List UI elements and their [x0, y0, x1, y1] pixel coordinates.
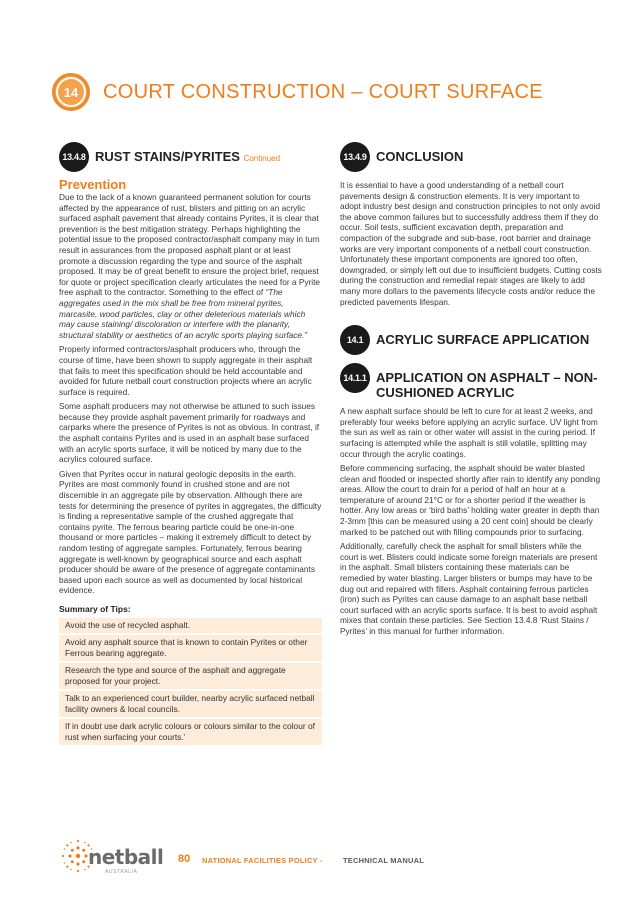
- section-title: CONCLUSION: [376, 149, 464, 164]
- asphalt-paragraph-2: Before commencing surfacing, the asphalt should be water blasted clean and flooded or inspected shortly after rain to identify any ponding areas. Allow the court to drain for a period of half an hour at a temperature of around 21°C or for a shorter period if the weather is hotter. Any low areas or ‘bird baths’ holding water greater in depth than 2-3mm [this can be measured using a 20 cent coin] should be clearly marked to be patched out with filling compounds prior to surfacing.: [340, 463, 601, 537]
- section-number-badge: 13.4.8: [59, 142, 89, 172]
- section-heading-conclusion: [340, 142, 602, 172]
- asphalt-paragraph-1: A new asphalt surface should be left to cure for at least 2 weeks, and preferably four weeks before applying an acrylic surface. UV light from the sun as well as rain or other water will assist in the curing period. If surfacing is attempted while the asphalt is still volatile, splitting may occur through the acrylic coatings.: [340, 406, 598, 459]
- section-number-badge: 14.1.1: [340, 363, 370, 393]
- conclusion-paragraph: It is essential to have a good understanding of a netball court pavements design & construction elements. It is very important to adopt industry best design and construction principles to not only avoid the above common failures but to successfully address them if they do occur. Soil tests, sufficient excavation depth, preparation and compaction of the subgrade and sub-base, root barrier and drainage works are very important components of a netball court construction. Unfortunately these important components are ignored too often, downgraded, or simply left out due to insufficient budgets. Cutting costs during the construction and remedial repair stages are likely to add many more dollars to the pavements lifecycle costs and/or reduce the predicted pavements lifespan.: [340, 180, 602, 307]
- section-heading-rust-stains: [59, 142, 322, 172]
- page-number: 80: [178, 853, 191, 865]
- footer-policy-label: NATIONAL FACILITIES POLICY -: [202, 856, 323, 865]
- tip-item: Avoid any asphalt source that is known to contain Pyrites or other Ferrous bearing aggregate.: [59, 635, 322, 661]
- tip-item: If in doubt use dark acrylic colours or colours similar to the colour of rust when surfacing your courts.’: [59, 719, 322, 745]
- continued-label: Continued: [243, 154, 281, 163]
- prevention-paragraph-4: Given that Pyrites occur in natural geologic deposits in the earth. Pyrites are most commonly found in crushed stone and are not discernible in an aggregate pile by observation. Although there are tests for determining the presence of pyrites in aggregates, the difficulty is finding a representative sample of the crushed aggregate that contains pyrite. The ferrous bearing particle could be one-in-one thousand or more particles – making it extremely difficult to detect by random testing of aggregate samples. Fortunately, ferrous bearing aggregate is well-known by geographical source and each asphalt producer should be aware of the presence of aggregate contaminants based upon each source as well as documented by local historical evidence.: [59, 468, 322, 596]
- section-heading-asphalt: [340, 363, 602, 400]
- para1-quote: “The aggregates used in the mix shall be free from mineral pyrites, marcasite, wood particles, clay or other deleterious materials which may cause staining/ discoloration or interfere with the planarity, structural stability or aesthetics of an acrylic sports playing surface.”: [59, 287, 308, 340]
- right-column: [340, 142, 602, 641]
- page-footer: [60, 838, 580, 878]
- section-heading-acrylic: [340, 325, 602, 355]
- netball-logo-text: netball: [88, 845, 164, 869]
- netball-logo-subtext: AUSTRALIA: [105, 869, 138, 875]
- section-title-text: RUST STAINS/PYRITES: [95, 149, 240, 164]
- prevention-paragraph-2: Properly informed contractors/asphalt producers who, through the course of time, have been shown to supply aggregate in their asphalt that fails to meet this specification should be held accountable and avoided for future netball court construction projects where an acrylic surface is required.: [59, 344, 313, 397]
- prevention-paragraph-1: [59, 192, 322, 340]
- tip-item: Research the type and source of the asphalt and aggregate proposed for your project.: [59, 663, 322, 689]
- prevention-heading: Prevention: [59, 177, 127, 192]
- prevention-paragraph-3: Some asphalt producers may not otherwise be attuned to such issues because they provide asphalt pavement primarily for roadways and carparks where the presence of Pyrites is not as obvious. In contrast, if the asphalt contains Pyrites and is used in an asphalt base surfaced with an acrylic sports surface, it will be noticed by many due to the acrylics coloured surface.: [59, 401, 320, 465]
- chapter-title: COURT CONSTRUCTION – COURT SURFACE: [103, 81, 543, 103]
- left-column: [59, 142, 322, 747]
- section-number-badge: 14.1: [340, 325, 370, 355]
- tip-item: Talk to an experienced court builder, nearby acrylic surfaced netball facility owners & local councils.: [59, 691, 322, 717]
- section-title: ACRYLIC SURFACE APPLICATION: [376, 332, 590, 348]
- footer-manual-label: TECHNICAL MANUAL: [343, 856, 424, 865]
- chapter-number-badge: [52, 73, 90, 111]
- chapter-number: 14: [56, 77, 86, 107]
- tips-title: Summary of Tips:: [59, 603, 131, 614]
- section-title: APPLICATION ON ASPHALT – NON-CUSHIONED ACRYLIC: [376, 370, 598, 401]
- section-title: [95, 142, 280, 166]
- asphalt-paragraph-3: Additionally, carefully check the asphalt for small blisters while the court is wet. Blisters could indicate some foreign materials are present in the asphalt. Small blisters containing these materials can be remedied by water blasting. Larger blisters or bumps may have to be dug out and repaired with fillers. Asphalt containing ferrous particles (iron) such as Pyrites can cause damage to an asphalt base netball court surfaced with an acrylic sports surface. It is best to avoid asphalt mixes that contain these particles. See Section 13.4.8 ‘Rust Stains / Pyrites’ in this manual for further information.: [340, 541, 598, 636]
- para1-text: Due to the lack of a known guaranteed permanent solution for courts affected by the appearance of rust, blisters and pitting on an acrylic surfaced asphalt pavement that already contains Pyrites, it is clear that prevention is the best mitigation strategy. Perhaps highlighting the potential issue to the proposed contractor/asphalt company may in turn result in assurances from the proposed asphalt plant or at least promote a discussion regarding the type and source of the asphalt proposed. It may be of great benefit to ensure the project brief, request for quote or project specification clearly articulates the need for a Pyrite free asphalt to the contractor. Something to the effect of: [59, 192, 321, 298]
- chapter-header: [52, 71, 612, 119]
- tip-item: Avoid the use of recycled asphalt.: [59, 618, 322, 633]
- section-number-badge: 13.4.9: [340, 142, 370, 172]
